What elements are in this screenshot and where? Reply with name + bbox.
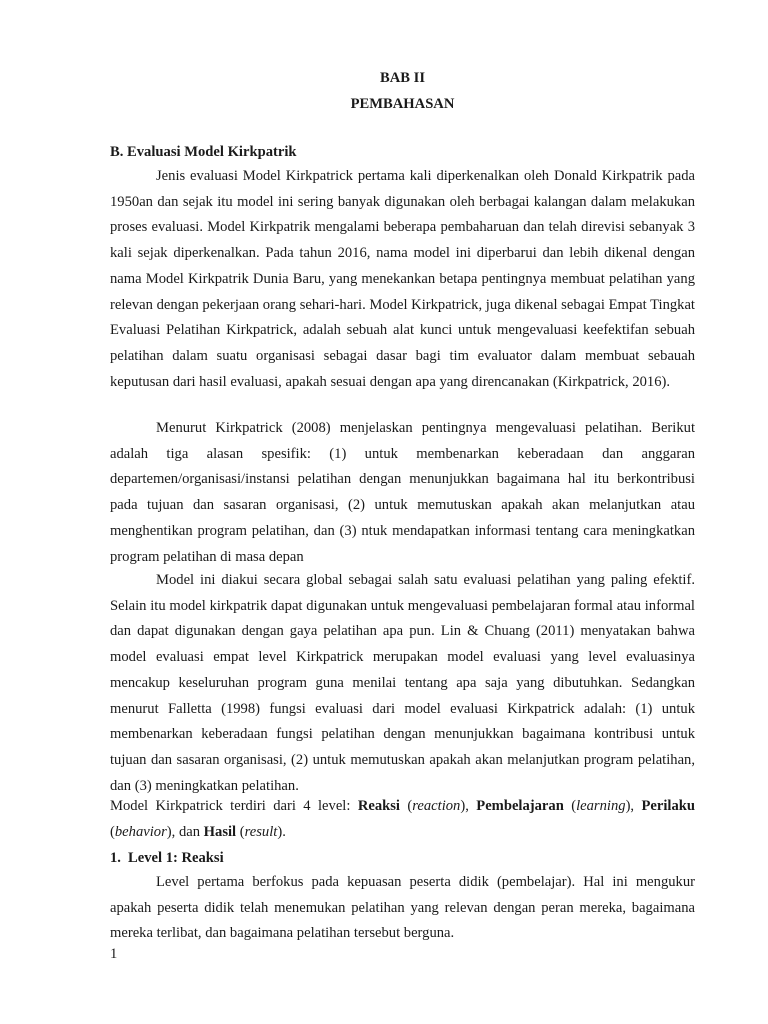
paragraph-2: Menurut Kirkpatrick (2008) menjelaskan pentingnya mengevaluasi pelatihan. Berikut adalah tiga alasan spesifik: (1) untuk membenarkan keberadaan dan anggaran departemen/organisasi/instansi pelatihan dengan menunjukkan bagaimana hal itu berkontribusi pada tujuan dan sasaran organisasi, (2) untuk memutuskan apakah akan melanjutkan atau menghentikan program pelatihan, dan (3) ntuk mendapatkan informasi tentang cara meningkatkan program pelatihan di masa depan [110,420,695,565]
chapter-heading: BAB II [379,70,425,86]
level-hasil: Hasil [203,823,237,840]
level-pembelajaran: Pembelajaran [476,798,564,814]
list-item-level-1 [110,848,224,868]
paragraph-3: Model ini diakui secara global sebagai salah satu evaluasi pelatihan yang paling efektif. Selain itu model kirkpatrik dapat digunakan untuk mengevaluasi pembelajaran formal atau informal dan dapat digunakan dengan gaya pelatihan apa pun. Lin & Chuang (2011) menyatakan bahwa model evaluasi empat level Kirkpatrick merupakan model evaluasi yang level evaluasinya mencakup keseluruhan program guna menilai tentang apa saja yang dibutuhkan. Sedangkan menurut Falletta (1998) fungsi evaluasi dari model evaluasi Kirkpatrick adalah: (1) untuk membenarkan keberadaan fungsi pelatihan dengan menunjukkan bagaimana kontribusi untuk tujuan dan sasaran organisasi, (2) untuk memutuskan apakah akan melanjutkan program pelatihan, dan (3) meningkatkan pelatihan. [110,572,695,794]
level-reaksi-en: reaction [412,798,461,814]
page-number: 1 [110,946,118,962]
list-item-number: 1. [110,850,121,866]
list-item-title: Level 1: Reaksi [128,850,224,866]
level-hasil-en: result [244,823,278,840]
level-pembelajaran-en: learning [576,798,626,814]
level-perilaku-en: behavior [114,823,167,840]
level-reaksi: Reaksi [357,798,400,814]
levels-lead: Model Kirkpatrick terdiri dari 4 level: [110,798,358,814]
paragraph-levels: Model Kirkpatrick terdiri dari 4 level: Reaksi (reaction), Pembelajaran (learning), Perilaku (behavior), dan Hasil (result). [110,798,695,840]
section-title: B. Evaluasi Model Kirkpatrik [110,144,297,160]
paragraph-1: Jenis evaluasi Model Kirkpatrick pertama kali diperkenalkan oleh Donald Kirkpatrik pada 1950an dan sejak itu model ini sering banyak digunakan oleh berbagai kalangan dalam melakukan proses evaluasi. Model Kirkpatrik mengalami beberapa pembaharuan dan telah direvisi sebanyak 3 kali sejak diperkenalkan. Pada tahun 2016, nama model ini diperbarui dan lebih dikenal dengan nama Model Kirkpatrik Dunia Baru, yang menekankan betapa pentingnya membuat pelatihan yang relevan dengan pekerjaan orang sehari-hari. Model Kirkpatrick, juga dikenal sebagai Empat Tingkat Evaluasi Pelatihan Kirkpatrick, adalah sebuah alat kunci untuk mengevaluasi keefektifan sebuah pelatihan dalam suatu organisasi sebagai dasar bagi tim evaluator dalam membuat sebauah keputusan dari hasil evaluasi, apakah sesuai dengan apa yang direncanakan (Kirkpatrick, 2016). [110,168,695,390]
levels-connector: dan [178,823,201,840]
chapter-title: PEMBAHASAN [350,96,455,112]
level-perilaku: Perilaku [641,798,695,814]
paragraph-level-1: Level pertama berfokus pada kepuasan peserta didik (pembelajar). Hal ini mengukur apakah peserta didik telah menemukan pelatihan yang relevan dengan peran mereka, bagaimana mereka terlibat, dan bagaimana pelatihan tersebut berguna. [110,874,695,942]
